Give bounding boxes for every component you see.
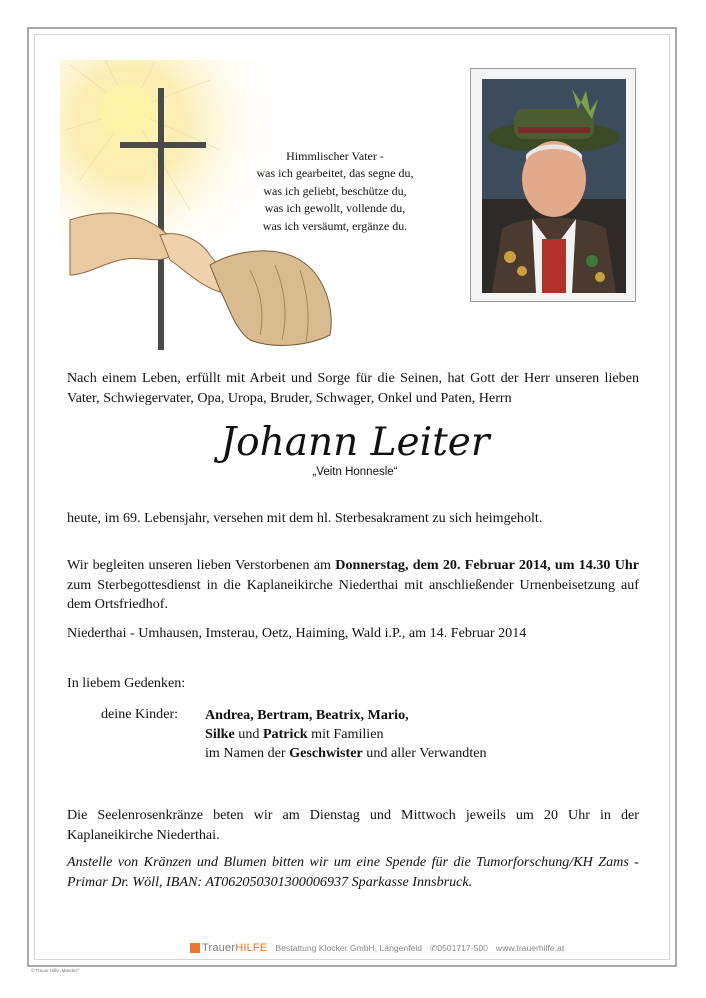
prayer-line: was ich versäumt, ergänze du.: [262, 218, 408, 233]
rosary-info: Die Seelenrosenkränze beten wir am Dienstag und Mittwoch jeweils um 20 Uhr in der Kaplaneikirche Niederthai.: [67, 807, 639, 843]
company-name: Bestattung Klocker GmbH, Längenfeld: [275, 943, 423, 953]
child-name: Patrick: [262, 726, 308, 742]
funeral-intro: Wir begleiten unseren lieben Verstorbenen am: [67, 557, 336, 573]
prayer-line: was ich gearbeitet, das segne du,: [256, 166, 414, 181]
cross-icon: [158, 88, 164, 350]
prayer-line: was ich geliebt, beschütze du,: [263, 183, 407, 198]
children-names: Andrea, Bertram, Beatrix, Mario,: [205, 707, 409, 723]
prayer-verse: [210, 148, 460, 235]
copyright: © Trauer Hilfe „Mande2“: [31, 968, 80, 973]
funeral-details: zum Sterbegottesdienst in die Kaplaneikirche Niederthai mit anschließender Urnenbeisetzung auf dem Ortsfriedhof.: [67, 576, 639, 613]
portrait-image: [482, 79, 626, 293]
funeral-info: [67, 556, 639, 615]
funeral-date: Donnerstag, dem 20. Februar 2014, um 14.30 Uhr: [335, 557, 639, 573]
deceased-name: Johann Leiter: [220, 420, 490, 465]
website-link[interactable]: www.trauerhilfe.at: [495, 943, 565, 953]
mourners-list: Andrea, Bertram, Beatrix, Mario, Silke und Patrick mit Familien im Namen der Geschwister und aller Verwandten: [205, 707, 487, 761]
prayer-line: was ich gewollt, vollende du,: [264, 201, 406, 216]
donation-info: Anstelle von Kränzen und Blumen bitten wir um eine Spende für die Tumorforschung/KH Zams - Primar Dr. Wöll, IBAN: AT062050301300006937 Sparkasse Innsbruck.: [67, 854, 639, 890]
death-notice: heute, im 69. Lebensjahr, versehen mit dem hl. Sterbesakrament zu sich heimgeholt.: [67, 510, 543, 526]
prayer-line: Himmlischer Vater -: [286, 149, 384, 163]
portrait-photo: [470, 68, 636, 302]
deceased-nickname: „Veitn Honnesle“: [312, 466, 398, 478]
brand-name: TrauerHILFE: [202, 942, 268, 954]
intro-text: Nach einem Leben, erfüllt mit Arbeit und Sorge für die Seinen, hat Gott der Herr unseren lieben Vater, Schwiegervater, Opa, Uropa, Bruder, Schwager, Onkel und Paten, Herrn: [67, 370, 639, 406]
child-name: Silke: [205, 726, 235, 742]
phone-number: ✆0501717-500: [430, 942, 488, 953]
siblings: Geschwister: [289, 745, 363, 761]
children-label: deine Kinder:: [101, 706, 179, 722]
footer: [190, 940, 564, 956]
trauerhilfe-logo-icon: [190, 943, 200, 953]
place-date: Niederthai - Umhausen, Imsterau, Oetz, Haiming, Wald i.P., am 14. Februar 2014: [67, 625, 527, 641]
mourners-heading: In liebem Gedenken:: [67, 675, 186, 691]
